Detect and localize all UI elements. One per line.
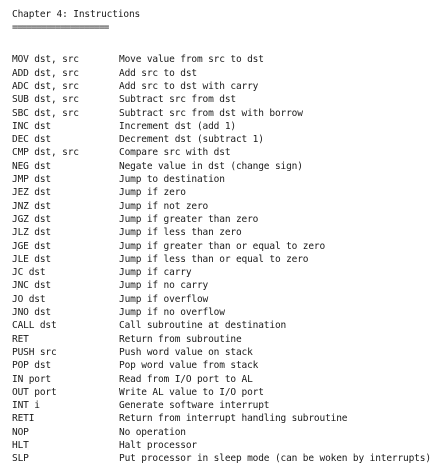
- instruction-row: [12, 399, 440, 412]
- instruction-description: Jump if not zero: [119, 200, 209, 212]
- instruction-row: [12, 426, 440, 439]
- instruction-syntax: SUB dst, src: [12, 94, 79, 106]
- instruction-syntax: IN port: [12, 373, 51, 385]
- instruction-description: Add src to dst with carry: [119, 80, 259, 92]
- instruction-syntax: HLT: [12, 439, 29, 451]
- instruction-row: [12, 53, 440, 66]
- instruction-description: Negate value in dst (change sign): [119, 160, 303, 172]
- instruction-row: [12, 240, 440, 253]
- instruction-row: [12, 266, 440, 279]
- instruction-description: Jump if overflow: [119, 293, 209, 305]
- instruction-syntax: PUSH src: [12, 346, 57, 358]
- document: [12, 8, 440, 466]
- spacer: [12, 34, 440, 53]
- instruction-syntax: SLP: [12, 453, 29, 465]
- instruction-syntax: JNZ dst: [12, 200, 51, 212]
- instruction-description: Increment dst (add 1): [119, 120, 236, 132]
- instruction-row: [12, 346, 440, 359]
- instruction-row: [12, 160, 440, 173]
- instruction-description: Jump if less than zero: [119, 227, 242, 239]
- instruction-description: No operation: [119, 426, 186, 438]
- instruction-description: Subtract src from dst with borrow: [119, 107, 303, 119]
- instruction-description: Jump if greater than or equal to zero: [119, 240, 326, 252]
- instruction-row: [12, 213, 440, 226]
- instruction-syntax: JLE dst: [12, 253, 51, 265]
- instruction-description: Jump if no carry: [119, 280, 209, 292]
- instruction-syntax: JMP dst: [12, 174, 51, 186]
- instruction-description: Jump if less than or equal to zero: [119, 253, 309, 265]
- instruction-row: [12, 200, 440, 213]
- instruction-description: Add src to dst: [119, 67, 197, 79]
- instruction-row: [12, 439, 440, 452]
- instruction-description: Pop word value from stack: [119, 360, 259, 372]
- instruction-description: Return from subroutine: [119, 333, 242, 345]
- instruction-syntax: JGE dst: [12, 240, 51, 252]
- instruction-row: [12, 173, 440, 186]
- instruction-syntax: JLZ dst: [12, 227, 51, 239]
- instruction-row: [12, 253, 440, 266]
- instruction-row: [12, 93, 440, 106]
- instruction-description: Jump if greater than zero: [119, 213, 259, 225]
- instruction-syntax: RET: [12, 333, 29, 345]
- instruction-row: [12, 319, 440, 332]
- instruction-description: Read from I/O port to AL: [119, 373, 253, 385]
- instruction-description: Decrement dst (subtract 1): [119, 134, 264, 146]
- instruction-syntax: JO dst: [12, 293, 46, 305]
- instruction-syntax: CMP dst, src: [12, 147, 79, 159]
- instruction-row: [12, 306, 440, 319]
- instruction-description: Subtract src from dst: [119, 94, 236, 106]
- instruction-description: Halt processor: [119, 439, 197, 451]
- instruction-row: [12, 373, 440, 386]
- instruction-syntax: DEC dst: [12, 134, 51, 146]
- instruction-row: [12, 186, 440, 199]
- instruction-syntax: CALL dst: [12, 320, 57, 332]
- instruction-syntax: JC dst: [12, 267, 46, 279]
- instruction-syntax: POP dst: [12, 360, 51, 372]
- instruction-syntax: NEG dst: [12, 160, 51, 172]
- instruction-row: [12, 386, 440, 399]
- chapter-title: Chapter 4: Instructions: [12, 9, 141, 20]
- instruction-description: Put processor in sleep mode (can be woken by interrupts): [119, 453, 431, 465]
- instruction-syntax: ADC dst, src: [12, 80, 79, 92]
- instruction-syntax: JGZ dst: [12, 213, 51, 225]
- instruction-syntax: JNO dst: [12, 307, 51, 319]
- instruction-description: Jump if zero: [119, 187, 186, 199]
- instruction-syntax: OUT port: [12, 386, 57, 398]
- instruction-syntax: INC dst: [12, 120, 51, 132]
- instruction-syntax: NOP: [12, 426, 29, 438]
- instruction-description: Compare src with dst: [119, 147, 231, 159]
- instruction-syntax: RETI: [12, 413, 35, 425]
- instruction-syntax: INT i: [12, 400, 40, 412]
- instruction-description: Jump if carry: [119, 267, 192, 279]
- instruction-description: Jump if no overflow: [119, 307, 225, 319]
- instruction-row: [12, 293, 440, 306]
- instruction-row: [12, 67, 440, 80]
- instruction-syntax: JEZ dst: [12, 187, 51, 199]
- instruction-syntax: JNC dst: [12, 280, 51, 292]
- instruction-row: [12, 80, 440, 93]
- instruction-description: Call subroutine at destination: [119, 320, 287, 332]
- instruction-syntax: SBC dst, src: [12, 107, 79, 119]
- instruction-row: [12, 133, 440, 146]
- instruction-syntax: ADD dst, src: [12, 67, 79, 79]
- instruction-description: Move value from src to dst: [119, 54, 264, 66]
- instruction-row: [12, 452, 440, 465]
- instruction-row: [12, 333, 440, 346]
- instruction-description: Return from interrupt handling subroutine: [119, 413, 348, 425]
- instruction-description: Generate software interrupt: [119, 400, 270, 412]
- instruction-row: [12, 359, 440, 372]
- instruction-list: [12, 53, 440, 465]
- instruction-description: Push word value on stack: [119, 346, 253, 358]
- instruction-row: [12, 146, 440, 159]
- instruction-row: [12, 107, 440, 120]
- title-underline: ====================: [12, 22, 109, 34]
- instruction-description: Jump to destination: [119, 174, 225, 186]
- instruction-description: Write AL value to I/O port: [119, 386, 264, 398]
- instruction-row: [12, 412, 440, 425]
- instruction-syntax: MOV dst, src: [12, 54, 79, 66]
- instruction-row: [12, 120, 440, 133]
- instruction-row: [12, 226, 440, 239]
- instruction-row: [12, 279, 440, 292]
